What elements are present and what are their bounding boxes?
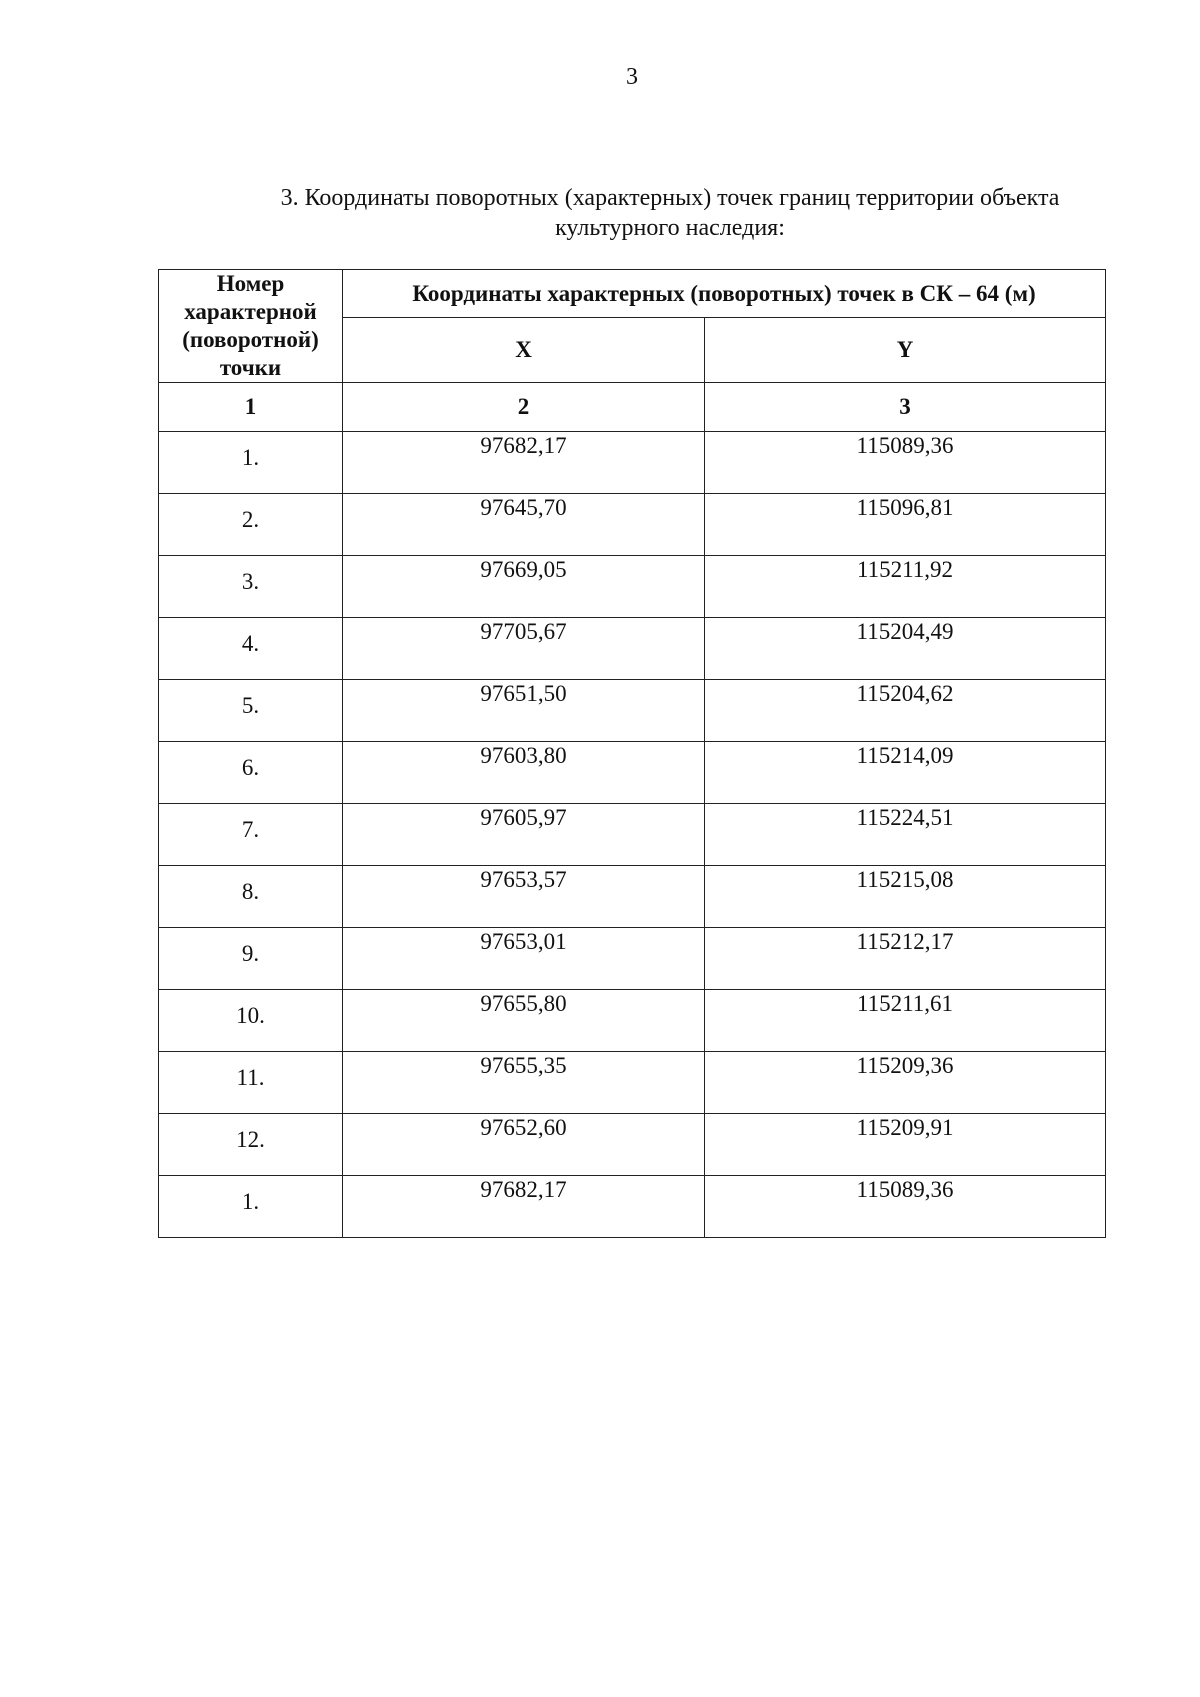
header-y: Y [705, 318, 1106, 383]
point-number-cell: 5. [159, 680, 343, 742]
column-index: 1 [159, 383, 343, 432]
y-coordinate-cell: 115089,36 [705, 1176, 1106, 1238]
table-row [159, 618, 1106, 680]
table-row [159, 1052, 1106, 1114]
point-number-cell: 7. [159, 804, 343, 866]
section-heading-line-1: 3. Координаты поворотных (характерных) точек границ территории объекта [280, 185, 1060, 211]
x-coordinate-cell: 97603,80 [343, 742, 705, 804]
point-number-cell: 3. [159, 556, 343, 618]
y-coordinate-cell: 115204,62 [705, 680, 1106, 742]
y-coordinate-cell: 115089,36 [705, 432, 1106, 494]
point-number-cell: 1. [159, 1176, 343, 1238]
y-coordinate-cell: 115224,51 [705, 804, 1106, 866]
table-row [159, 494, 1106, 556]
y-coordinate-cell: 115212,17 [705, 928, 1106, 990]
table-row [159, 804, 1106, 866]
x-coordinate-cell: 97605,97 [343, 804, 705, 866]
x-coordinate-cell: 97669,05 [343, 556, 705, 618]
y-coordinate-cell: 115215,08 [705, 866, 1106, 928]
header-point-number [159, 270, 343, 383]
column-index-row [159, 383, 1106, 432]
y-coordinate-cell: 115211,92 [705, 556, 1106, 618]
table-row [159, 928, 1106, 990]
x-coordinate-cell: 97682,17 [343, 1176, 705, 1238]
x-coordinate-cell: 97682,17 [343, 432, 705, 494]
y-coordinate-cell: 115214,09 [705, 742, 1106, 804]
x-coordinate-cell: 97645,70 [343, 494, 705, 556]
table-row [159, 742, 1106, 804]
table-row [159, 990, 1106, 1052]
x-coordinate-cell: 97653,57 [343, 866, 705, 928]
y-coordinate-cell: 115204,49 [705, 618, 1106, 680]
y-coordinate-cell: 115211,61 [705, 990, 1106, 1052]
point-number-cell: 12. [159, 1114, 343, 1176]
section-heading [260, 183, 1080, 243]
table-row [159, 1176, 1106, 1238]
point-number-cell: 11. [159, 1052, 343, 1114]
table-row [159, 680, 1106, 742]
x-coordinate-cell: 97655,80 [343, 990, 705, 1052]
header-point-number-line: Номер [216, 271, 285, 296]
y-coordinate-cell: 115209,91 [705, 1114, 1106, 1176]
point-number-cell: 2. [159, 494, 343, 556]
y-coordinate-cell: 115096,81 [705, 494, 1106, 556]
x-coordinate-cell: 97705,67 [343, 618, 705, 680]
header-point-number-line: (поворотной) [182, 327, 319, 352]
x-coordinate-cell: 97653,01 [343, 928, 705, 990]
table-header-row [159, 270, 1106, 318]
table-row [159, 1114, 1106, 1176]
table-row [159, 556, 1106, 618]
point-number-cell: 4. [159, 618, 343, 680]
point-number-cell: 10. [159, 990, 343, 1052]
coordinates-table [158, 269, 1106, 1238]
point-number-cell: 9. [159, 928, 343, 990]
point-number-cell: 1. [159, 432, 343, 494]
column-index: 2 [343, 383, 705, 432]
y-coordinate-cell: 115209,36 [705, 1052, 1106, 1114]
point-number-cell: 8. [159, 866, 343, 928]
table-body [159, 432, 1106, 1238]
header-point-number-line: точки [219, 355, 282, 380]
header-x: X [343, 318, 705, 383]
section-heading-line-2: культурного наследия: [555, 215, 785, 241]
x-coordinate-cell: 97655,35 [343, 1052, 705, 1114]
column-index: 3 [705, 383, 1106, 432]
table-row [159, 866, 1106, 928]
header-point-number-line: характерной [184, 299, 317, 324]
x-coordinate-cell: 97652,60 [343, 1114, 705, 1176]
header-coordinates: Координаты характерных (поворотных) точек в СК – 64 (м) [343, 270, 1106, 318]
x-coordinate-cell: 97651,50 [343, 680, 705, 742]
table-row [159, 432, 1106, 494]
page-number: 3 [626, 64, 638, 90]
point-number-cell: 6. [159, 742, 343, 804]
